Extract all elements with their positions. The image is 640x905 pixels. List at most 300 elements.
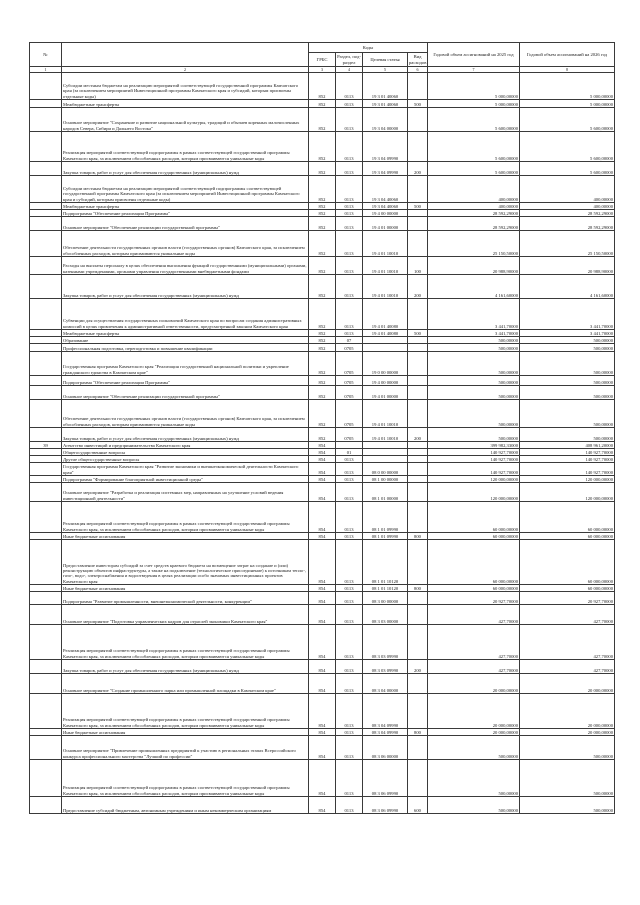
row-vol2026: 500,00000 <box>520 400 615 428</box>
row-section: 0113 <box>336 605 363 625</box>
row-num <box>30 797 62 814</box>
row-num <box>30 203 62 210</box>
row-vol2026: 60 000,00000 <box>520 502 615 533</box>
row-grbs: 854 <box>309 625 336 660</box>
row-section: 0113 <box>336 533 363 540</box>
row-vol2025: 3 441,70000 <box>428 330 520 337</box>
row-vol2026: 140 927,70000 <box>520 456 615 463</box>
row-name: Предоставление субсидий бюджетным, автономным учреждениям и иным некоммерческим организациям <box>62 797 309 814</box>
budget-table <box>29 42 615 814</box>
row-num <box>30 502 62 533</box>
row-exptype <box>408 217 428 231</box>
row-vol2025: 500,00000 <box>428 352 520 376</box>
row-name: Расходы на выплаты персоналу в целях обеспечения выполнения функций государственными (муниципальными) органами, казенными учреждениями, органами управления государственными внебюджетными фондами <box>62 257 309 275</box>
row-vol2025: 5 600,00000 <box>428 108 520 132</box>
row-section: 0113 <box>336 660 363 674</box>
row-section: 0113 <box>336 100 363 108</box>
row-vol2026: 25 150,50000 <box>520 231 615 257</box>
row-exptype <box>408 694 428 729</box>
row-vol2026: 4 161,60000 <box>520 275 615 299</box>
row-target: 08 3 03 09990 <box>363 625 408 660</box>
row-grbs: 852 <box>309 203 336 210</box>
table-row <box>30 625 615 660</box>
row-vol2025: 427,70000 <box>428 605 520 625</box>
table-row <box>30 330 615 337</box>
row-grbs: 854 <box>309 585 336 592</box>
row-vol2025: 60 000,00000 <box>428 585 520 592</box>
row-name: Обеспечение деятельности государственных органов власти (государственных органов) Камчатского края, за исключением обособленных расходов, которым присваиваются уникальные коды <box>62 400 309 428</box>
row-num: 39 <box>30 442 62 449</box>
row-target: 08 0 00 00000 <box>363 463 408 476</box>
row-target: 19 3 04 09990 <box>363 162 408 176</box>
row-vol2026: 3 441,70000 <box>520 299 615 330</box>
row-exptype <box>408 625 428 660</box>
row-section: 0113 <box>336 476 363 483</box>
row-name: Реализация мероприятий соответствующей подпрограммы в рамках соответствующей государственной программы Камчатского края, за исключением обособленных расходов, которым присваиваются уникальные коды <box>62 625 309 660</box>
table-row <box>30 386 615 400</box>
row-vol2025: 3 441,70000 <box>428 299 520 330</box>
row-vol2026: 20 927,70000 <box>520 592 615 605</box>
table-row <box>30 428 615 442</box>
row-name: Субсидии местным бюджетам на реализацию мероприятий соответствующей государственной программы Камчатского края (за исключением мероприятий Инвестиционной программы Камчатского края и субсидий, которым присвоены отдельные коды) <box>62 73 309 100</box>
row-grbs: 854 <box>309 736 336 760</box>
row-vol2026: 500,00000 <box>520 760 615 797</box>
row-num <box>30 674 62 694</box>
row-target: 08 1 00 00000 <box>363 476 408 483</box>
row-exptype: 800 <box>408 729 428 736</box>
row-vol2025: 20 927,70000 <box>428 592 520 605</box>
row-vol2025: 500,00000 <box>428 736 520 760</box>
row-exptype <box>408 502 428 533</box>
row-exptype <box>408 108 428 132</box>
row-vol2025: 5 000,00000 <box>428 73 520 100</box>
table-row <box>30 456 615 463</box>
row-name: Государственная программа Камчатского края "Реализация государственной национальной политики и укрепление гражданского единства в Камчатском крае" <box>62 352 309 376</box>
row-grbs: 852 <box>309 330 336 337</box>
row-num <box>30 330 62 337</box>
row-target: 08 3 06 09990 <box>363 760 408 797</box>
row-num <box>30 483 62 502</box>
row-vol2026: 140 927,70000 <box>520 449 615 456</box>
row-exptype <box>408 132 428 162</box>
header-codes: Коды <box>309 43 428 53</box>
row-section: 0113 <box>336 231 363 257</box>
table-row <box>30 337 615 344</box>
row-target: 19 4 01 10010 <box>363 428 408 442</box>
row-num <box>30 592 62 605</box>
row-num <box>30 533 62 540</box>
budget-table-sheet <box>29 42 614 814</box>
row-section: 0113 <box>336 299 363 330</box>
row-target: 19 3 04 40060 <box>363 203 408 210</box>
row-vol2026: 408 961,20000 <box>520 442 615 449</box>
row-vol2026: 500,00000 <box>520 352 615 376</box>
row-target: 08 3 04 09990 <box>363 694 408 729</box>
colnum-4: 4 <box>336 67 363 73</box>
row-section: 0113 <box>336 463 363 476</box>
row-grbs: 852 <box>309 100 336 108</box>
row-name: Межбюджетные трансферты <box>62 100 309 108</box>
row-grbs: 852 <box>309 108 336 132</box>
row-target: 19 4 01 10010 <box>363 257 408 275</box>
row-exptype <box>408 299 428 330</box>
table-row <box>30 217 615 231</box>
row-name: Межбюджетные трансферты <box>62 203 309 210</box>
row-name: Другие общегосударственные вопросы <box>62 456 309 463</box>
row-section: 0113 <box>336 217 363 231</box>
row-exptype <box>408 605 428 625</box>
table-row <box>30 275 615 299</box>
row-target: 08 1 01 10120 <box>363 540 408 585</box>
row-grbs: 854 <box>309 502 336 533</box>
row-name: Подпрограмма "Формирование благоприятной инвестиционной среды" <box>62 476 309 483</box>
row-grbs: 852 <box>309 176 336 203</box>
header-target: Целевая статья <box>363 53 408 67</box>
row-section: 0113 <box>336 257 363 275</box>
row-name: Реализация мероприятий соответствующей подпрограммы в рамках соответствующей государственной программы Камчатского края, за исключением обособленных расходов, которым присваиваются уникальные коды <box>62 760 309 797</box>
row-exptype <box>408 736 428 760</box>
row-vol2025: 60 000,00000 <box>428 502 520 533</box>
row-exptype: 100 <box>408 257 428 275</box>
row-name: Обеспечение деятельности государственных органов власти (государственных органов) Камчатского края, за исключением обособленных расходов, которым присваиваются уникальные коды <box>62 231 309 257</box>
row-grbs: 854 <box>309 729 336 736</box>
row-vol2025: 120 000,00000 <box>428 476 520 483</box>
table-row <box>30 797 615 814</box>
row-num <box>30 660 62 674</box>
table-row <box>30 449 615 456</box>
row-section: 0113 <box>336 330 363 337</box>
row-section: 0705 <box>336 386 363 400</box>
row-section <box>336 442 363 449</box>
row-section: 0113 <box>336 210 363 217</box>
table-row <box>30 352 615 376</box>
row-target: 08 1 01 00000 <box>363 483 408 502</box>
row-section: 0113 <box>336 625 363 660</box>
row-num <box>30 337 62 344</box>
row-grbs: 854 <box>309 674 336 694</box>
row-name: Агентство инвестиций и предпринимательства Камчатского края <box>62 442 309 449</box>
colnum-3: 3 <box>309 67 336 73</box>
header-vol2026: Годовой объем ассигнований на 2026 год <box>520 43 615 67</box>
row-num <box>30 210 62 217</box>
row-target: 08 3 06 09990 <box>363 797 408 814</box>
row-exptype <box>408 449 428 456</box>
row-exptype <box>408 760 428 797</box>
row-grbs: 854 <box>309 592 336 605</box>
row-vol2025: 140 927,70000 <box>428 463 520 476</box>
row-vol2025: 5 600,00000 <box>428 162 520 176</box>
row-grbs: 852 <box>309 400 336 428</box>
row-section: 0113 <box>336 592 363 605</box>
row-vol2025: 20 000,00000 <box>428 674 520 694</box>
header-exptype: Вид расходов <box>409 54 427 65</box>
row-vol2025: 28 592,29000 <box>428 210 520 217</box>
row-section: 0113 <box>336 585 363 592</box>
row-num <box>30 299 62 330</box>
row-section: 0113 <box>336 275 363 299</box>
row-section: 0705 <box>336 428 363 442</box>
row-exptype <box>408 540 428 585</box>
row-grbs: 852 <box>309 217 336 231</box>
row-target: 19 4 00 00000 <box>363 376 408 386</box>
table-row <box>30 476 615 483</box>
row-exptype <box>408 674 428 694</box>
row-grbs: 852 <box>309 257 336 275</box>
row-vol2025: 20 000,00000 <box>428 694 520 729</box>
row-vol2026: 3 441,70000 <box>520 330 615 337</box>
row-vol2026: 60 000,00000 <box>520 585 615 592</box>
row-name: Основное мероприятие "Разработка и реализация системных мер, направленных на улучшение условий ведения инвестиционной деятельности" <box>62 483 309 502</box>
row-exptype <box>408 176 428 203</box>
colnum-5: 5 <box>363 67 408 73</box>
row-vol2026: 20 000,00000 <box>520 694 615 729</box>
header-num: № <box>30 43 62 67</box>
row-vol2026: 427,70000 <box>520 605 615 625</box>
row-name: Подпрограмма "Развитие промышленности, внешнеэкономической деятельности, конкуренции" <box>62 592 309 605</box>
colnum-7: 7 <box>428 67 520 73</box>
table-row <box>30 483 615 502</box>
row-grbs: 854 <box>309 760 336 797</box>
row-section: 0113 <box>336 797 363 814</box>
row-section: 0113 <box>336 540 363 585</box>
row-vol2025: 400,00000 <box>428 203 520 210</box>
row-vol2025: 427,70000 <box>428 625 520 660</box>
row-target: 19 3 04 00000 <box>363 108 408 132</box>
row-section: 07 <box>336 337 363 344</box>
row-section: 0113 <box>336 203 363 210</box>
row-exptype: 200 <box>408 428 428 442</box>
row-num <box>30 257 62 275</box>
row-grbs: 854 <box>309 660 336 674</box>
row-grbs: 852 <box>309 376 336 386</box>
row-vol2026: 20 000,00000 <box>520 674 615 694</box>
row-target: 19 4 01 00000 <box>363 386 408 400</box>
row-num <box>30 100 62 108</box>
row-target: 19 4 01 00000 <box>363 217 408 231</box>
table-row <box>30 694 615 729</box>
row-section: 0113 <box>336 736 363 760</box>
table-row <box>30 176 615 203</box>
row-grbs: 854 <box>309 483 336 502</box>
row-exptype <box>408 376 428 386</box>
row-target: 08 3 06 00000 <box>363 736 408 760</box>
row-section: 0705 <box>336 400 363 428</box>
row-vol2026: 500,00000 <box>520 797 615 814</box>
row-grbs: 852 <box>309 73 336 100</box>
row-grbs: 854 <box>309 449 336 456</box>
table-row <box>30 231 615 257</box>
row-num <box>30 176 62 203</box>
row-section: 0705 <box>336 352 363 376</box>
row-vol2025: 5 600,00000 <box>428 132 520 162</box>
row-grbs: 852 <box>309 231 336 257</box>
row-section: 0113 <box>336 108 363 132</box>
row-vol2026: 28 592,29000 <box>520 210 615 217</box>
row-vol2026: 20 988,90000 <box>520 257 615 275</box>
row-vol2026: 500,00000 <box>520 736 615 760</box>
row-num <box>30 736 62 760</box>
table-row <box>30 73 615 100</box>
row-section: 0113 <box>336 729 363 736</box>
row-num <box>30 162 62 176</box>
row-target: 19 4 01 40080 <box>363 299 408 330</box>
header-vol2025: Годовой объем ассигнований на 2025 год <box>428 43 520 67</box>
row-target: 08 1 01 09990 <box>363 533 408 540</box>
row-grbs: 854 <box>309 540 336 585</box>
row-target: 08 1 01 09990 <box>363 502 408 533</box>
row-vol2025: 4 161,60000 <box>428 275 520 299</box>
row-name: Основное мероприятие "Обеспечение реализации государственной программы" <box>62 386 309 400</box>
row-vol2026: 120 000,00000 <box>520 483 615 502</box>
row-name: Иные бюджетные ассигнования <box>62 585 309 592</box>
row-target: 19 3 04 40060 <box>363 176 408 203</box>
table-row <box>30 660 615 674</box>
row-num <box>30 625 62 660</box>
row-exptype <box>408 400 428 428</box>
row-grbs: 852 <box>309 299 336 330</box>
header-name <box>62 43 309 67</box>
row-num <box>30 231 62 257</box>
row-num <box>30 540 62 585</box>
table-row <box>30 203 615 210</box>
table-row <box>30 463 615 476</box>
row-exptype <box>408 344 428 352</box>
colnum-1: 1 <box>30 67 62 73</box>
row-num <box>30 73 62 100</box>
table-row <box>30 100 615 108</box>
row-name: Реализация мероприятий соответствующей подпрограммы в рамках соответствующей государственной программы Камчатского края, за исключением обособленных расходов, которым присваиваются уникальные коды <box>62 132 309 162</box>
row-vol2025: 140 927,70000 <box>428 449 520 456</box>
row-num <box>30 108 62 132</box>
row-exptype <box>408 442 428 449</box>
table-row <box>30 108 615 132</box>
row-grbs: 852 <box>309 210 336 217</box>
row-vol2026: 5 000,00000 <box>520 100 615 108</box>
table-row <box>30 132 615 162</box>
row-vol2025: 427,70000 <box>428 660 520 674</box>
row-target: 19 3 04 09990 <box>363 132 408 162</box>
row-target <box>363 344 408 352</box>
row-grbs: 854 <box>309 456 336 463</box>
row-name: Государственная программа Камчатского края "Развитие экономики и внешнеэкономической деятельности Камчатского края" <box>62 463 309 476</box>
row-target <box>363 456 408 463</box>
row-vol2026: 427,70000 <box>520 625 615 660</box>
row-vol2025: 500,00000 <box>428 344 520 352</box>
row-vol2026: 427,70000 <box>520 660 615 674</box>
row-section: 0113 <box>336 176 363 203</box>
table-row <box>30 605 615 625</box>
table-row <box>30 674 615 694</box>
row-num <box>30 585 62 592</box>
row-vol2026: 5 600,00000 <box>520 132 615 162</box>
row-vol2026: 5 600,00000 <box>520 162 615 176</box>
row-vol2025: 500,00000 <box>428 400 520 428</box>
row-vol2025: 500,00000 <box>428 337 520 344</box>
row-vol2026: 28 592,29000 <box>520 217 615 231</box>
row-exptype <box>408 337 428 344</box>
row-vol2026: 5 600,00000 <box>520 108 615 132</box>
row-exptype: 200 <box>408 660 428 674</box>
row-section: 0113 <box>336 674 363 694</box>
row-name: Субвенции для осуществления государственных полномочий Камчатского края по вопросам создания административных комиссий в целях привлечения к административной ответственности, предусмотренной законом Камчатского края <box>62 299 309 330</box>
row-target <box>363 449 408 456</box>
row-num <box>30 456 62 463</box>
colnum-6: 6 <box>408 67 428 73</box>
header-section: Раздел, под-раздел <box>337 54 361 65</box>
row-name: Основное мероприятие "Привлечение промышленных предприятий к участию в региональных этапах Всероссийского конкурса профессионального мастерства "Лучший по профессии" <box>62 736 309 760</box>
row-name: Подпрограмма "Обеспечение реализации Программы" <box>62 376 309 386</box>
row-name: Закупка товаров, работ и услуг для обеспечения государственных (муниципальных) нужд <box>62 660 309 674</box>
row-num <box>30 376 62 386</box>
row-vol2026: 400,00000 <box>520 203 615 210</box>
table-row <box>30 592 615 605</box>
row-section: 0113 <box>336 502 363 533</box>
row-grbs: 852 <box>309 344 336 352</box>
row-target: 19 4 01 10010 <box>363 275 408 299</box>
row-exptype <box>408 210 428 217</box>
header-grbs: ГРБС <box>309 53 336 67</box>
table-row <box>30 344 615 352</box>
row-target: 19 0 00 00000 <box>363 352 408 376</box>
table-row <box>30 257 615 275</box>
row-grbs: 854 <box>309 694 336 729</box>
row-vol2026: 60 000,00000 <box>520 540 615 585</box>
row-num <box>30 352 62 376</box>
row-section: 01 <box>336 449 363 456</box>
row-exptype <box>408 456 428 463</box>
row-grbs: 852 <box>309 386 336 400</box>
row-grbs: 854 <box>309 533 336 540</box>
table-row <box>30 540 615 585</box>
row-vol2025: 25 150,50000 <box>428 231 520 257</box>
row-grbs: 852 <box>309 132 336 162</box>
row-vol2025: 140 927,70000 <box>428 456 520 463</box>
row-target: 19 4 01 10010 <box>363 400 408 428</box>
row-vol2026: 5 000,00000 <box>520 73 615 100</box>
row-section: 0113 <box>336 73 363 100</box>
row-exptype <box>408 483 428 502</box>
row-grbs: 854 <box>309 797 336 814</box>
row-target: 08 3 03 00000 <box>363 605 408 625</box>
row-num <box>30 386 62 400</box>
row-num <box>30 132 62 162</box>
row-vol2025: 28 592,29000 <box>428 217 520 231</box>
row-grbs: 852 <box>309 337 336 344</box>
table-row <box>30 376 615 386</box>
row-exptype: 800 <box>408 533 428 540</box>
table-row <box>30 442 615 449</box>
row-num <box>30 428 62 442</box>
row-section: 0113 <box>336 760 363 797</box>
row-target: 19 4 01 10010 <box>363 231 408 257</box>
row-grbs: 854 <box>309 442 336 449</box>
row-vol2026: 60 000,00000 <box>520 533 615 540</box>
row-section: 0113 <box>336 483 363 502</box>
table-row <box>30 736 615 760</box>
row-exptype <box>408 231 428 257</box>
row-exptype: 200 <box>408 162 428 176</box>
row-vol2025: 400,00000 <box>428 176 520 203</box>
row-num <box>30 760 62 797</box>
row-name: Закупка товаров, работ и услуг для обеспечения государственных (муниципальных) нужд <box>62 275 309 299</box>
row-section: 0113 <box>336 132 363 162</box>
row-name: Основное мероприятие "Создание промышленного парка или промышленной площадки в Камчатском крае" <box>62 674 309 694</box>
row-exptype <box>408 463 428 476</box>
row-vol2026: 500,00000 <box>520 344 615 352</box>
row-num <box>30 476 62 483</box>
row-vol2025: 399 982,33000 <box>428 442 520 449</box>
row-vol2026: 500,00000 <box>520 376 615 386</box>
